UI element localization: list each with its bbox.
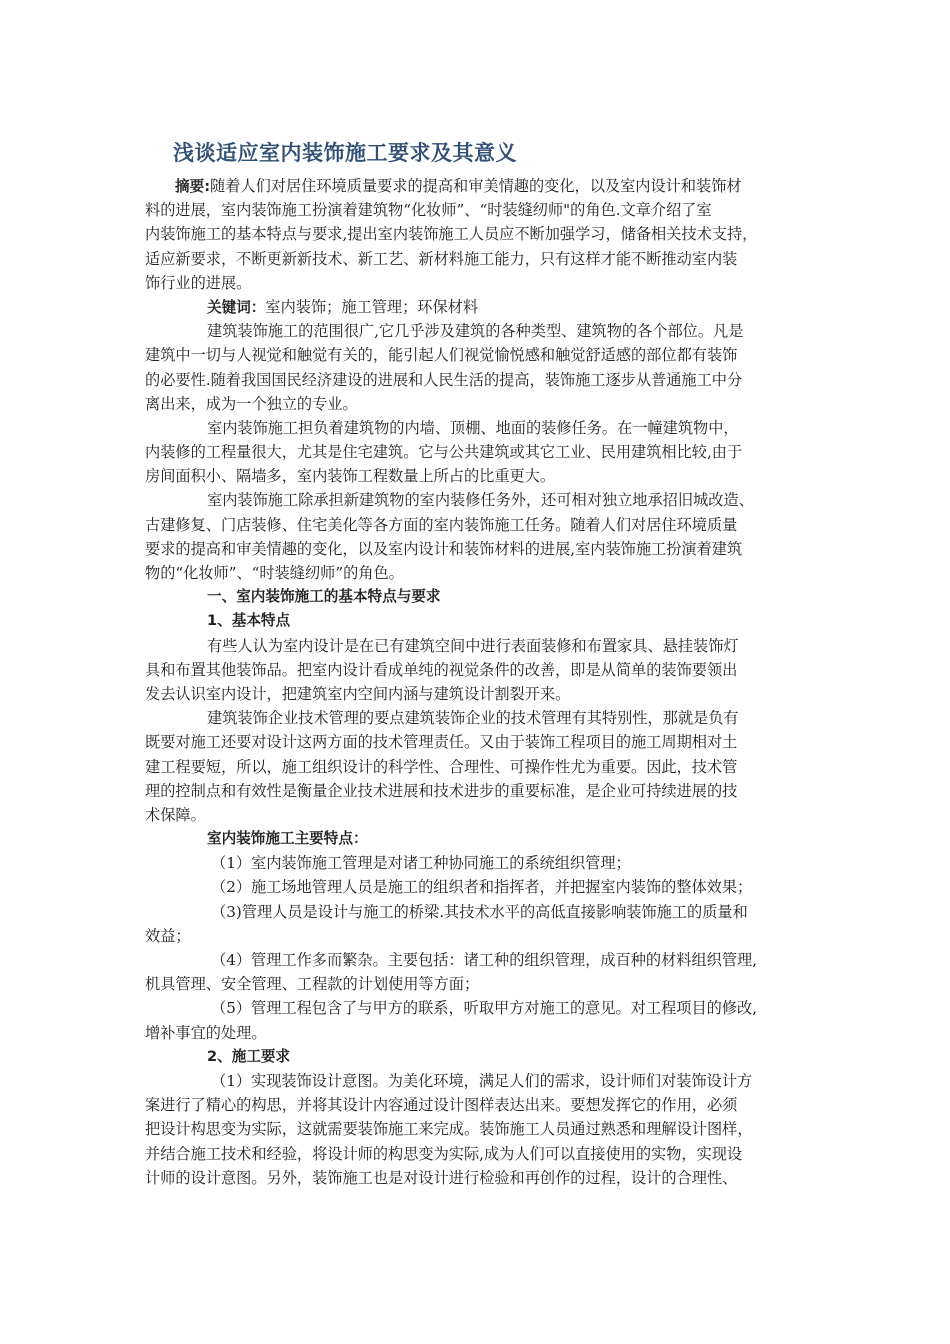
paragraph-line: 理的控制点和有效性是衡量企业技术进展和技术进步的重要标准，是企业可持续进展的技: [145, 781, 738, 800]
abstract-text: 随着人们对居住环境质量要求的提高和审美情趣的变化，以及室内设计和装饰材: [210, 177, 742, 195]
requirement-line: 并结合施工技术和经验，将设计师的构思变为实际,成为人们可以直接使用的实物，实现设: [145, 1144, 743, 1163]
feature-item-cont: 效益；: [145, 926, 191, 945]
feature-item-cont: 机具管理、安全管理、工程款的计划使用等方面；: [145, 975, 480, 994]
abstract-line: 料的进展，室内装饰施工扮演着建筑物“化妆师”、“时装缝纫师"的角色.文章介绍了室: [145, 201, 712, 220]
feature-item: （1）室内装饰施工管理是对诸工种协同施工的系统组织管理；: [211, 854, 631, 873]
keywords-text: 室内装饰；施工管理；环保材料: [265, 297, 479, 316]
document-body: [145, 174, 812, 1190]
paragraph-line: 的必要性.随着我国国民经济建设的进展和人民生活的提高，装饰施工逐步从普通施工中分: [145, 370, 743, 389]
feature-item: （4）管理工作多而繁杂。主要包括：诸工种的组织管理，成百种的材料组织管理,: [211, 951, 758, 969]
paragraph-line: 室内装饰施工除承担新建筑物的室内装修任务外，还可相对独立地承招旧城改造、: [207, 491, 754, 510]
paragraph-line: 物的“化妆师”、“时装缝纫师”的角色。: [145, 564, 404, 582]
paragraph-line: 离出来，成为一个独立的专业。: [145, 394, 358, 413]
requirement-line: 案进行了精心的构思，并将其设计内容通过设计图样表达出来。要想发挥它的作用，必须: [145, 1096, 738, 1115]
paragraph-line: 内装修的工程量很大，尤其是住宅建筑。它与公共建筑或其它工业、民用建筑相比较,由于: [145, 443, 743, 462]
keywords-line: [145, 295, 812, 319]
requirement-line: （1）实现装饰设计意图。为美化环境，满足人们的需求，设计师们对装饰设计方: [211, 1071, 753, 1090]
paragraph-line: 要求的提高和审美情趣的变化，以及室内设计和装饰材料的进展,室内装饰施工扮演着建筑: [145, 539, 743, 558]
paragraph-line: 有些人认为室内设计是在已有建筑空间中进行表面装修和布置家具、悬挂装饰灯: [207, 636, 739, 655]
paragraph-line: 建筑装饰企业技术管理的要点建筑装饰企业的技术管理有其特别性，那就是负有: [207, 709, 739, 728]
document-title: 浅谈适应室内装饰施工要求及其意义: [173, 141, 517, 165]
paragraph-line: 建工程要短，所以，施工组织设计的科学性、合理性、可操作性尤为重要。因此，技术管: [145, 757, 738, 776]
paragraph-line: 房间面积小、隔墙多，室内装饰工程数量上所占的比重更大。: [145, 467, 556, 486]
feature-item: （3)管理人员是设计与施工的桥梁.其技术水平的高低直接影响装饰施工的质量和: [211, 902, 748, 921]
abstract-line: 适应新要求，不断更新新技术、新工艺、新材料施工能力，只有这样才能不断推动室内装: [145, 249, 738, 268]
requirement-line: 把设计构思变为实际，这就需要装饰施工来完成。装饰施工人员通过熟悉和理解设计图样，: [145, 1120, 753, 1139]
paragraph-line: 既要对施工还要对设计这两方面的技术管理责任。又由于装饰工程项目的施工周期相对土: [145, 733, 738, 752]
paragraph-line: 室内装饰施工担负着建筑物的内墙、顶棚、地面的装修任务。在一幢建筑物中，: [207, 418, 739, 437]
subsection-heading: 1、基本特点: [207, 612, 291, 630]
paragraph-line: 建筑装饰施工的范围很广,它几乎涉及建筑的各种类型、建筑物的各个部位。凡是: [207, 322, 744, 341]
requirement-line: 计师的设计意图。另外，装饰施工也是对设计进行检验和再创作的过程，设计的合理性、: [145, 1168, 738, 1187]
paragraph-line: 具和布置其他装饰品。把室内设计看成单纯的视觉条件的改善，即是从简单的装饰要领出: [145, 660, 738, 679]
features-heading: 室内装饰施工主要特点：: [207, 830, 368, 848]
abstract-line: 内装饰施工的基本特点与要求,提出室内装饰施工人员应不断加强学习，储备相关技术支持，: [145, 225, 758, 244]
paragraph-line: 术保障。: [145, 805, 206, 824]
paragraph-line: 发去认识室内设计，把建筑室内空间内涵与建筑设计割裂开来。: [145, 684, 571, 703]
abstract-label: 摘要:: [175, 178, 211, 195]
paragraph-line: 建筑中一切与人视觉和触觉有关的，能引起人们视觉愉悦感和触觉舒适感的部位都有装饰: [145, 346, 738, 365]
keywords-label: 关键词：: [207, 298, 266, 316]
subsection-heading: 2、施工要求: [207, 1047, 291, 1065]
feature-item: （5）管理工程包含了与甲方的联系，听取甲方对施工的意见。对工程项目的修改,: [211, 999, 758, 1018]
abstract-line: 饰行业的进展。: [145, 273, 252, 292]
section-heading: 一、室内装饰施工的基本特点与要求: [207, 588, 441, 606]
paragraph-line: 古建修复、门店装修、住宅美化等各方面的室内装饰施工任务。随着人们对居住环境质量: [145, 515, 738, 534]
abstract-line: [145, 174, 812, 198]
feature-item-cont: 增补事宜的处理。: [145, 1023, 267, 1042]
feature-item: （2）施工场地管理人员是施工的组织者和指挥者，并把握室内装饰的整体效果；: [211, 878, 753, 897]
